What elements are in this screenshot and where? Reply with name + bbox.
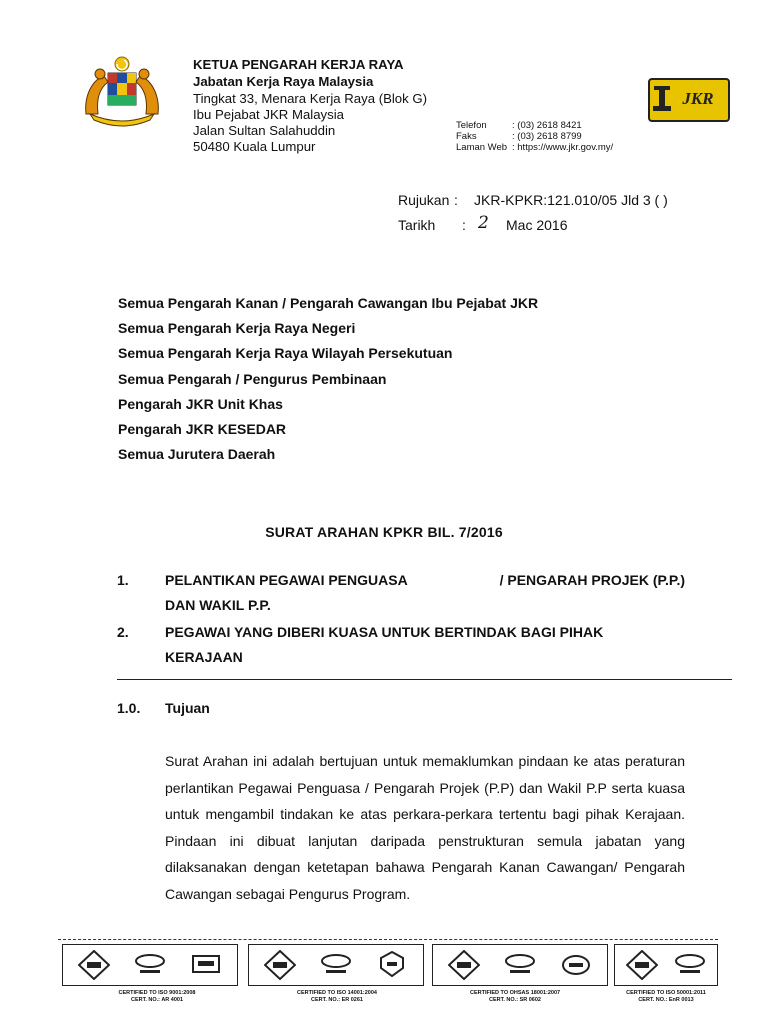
- subject-number: 2.: [117, 624, 129, 640]
- subject-1-line1b: / PENGARAH PROJEK (P.P.): [499, 572, 685, 588]
- tarikh-value: Mac 2016: [506, 217, 568, 233]
- sirim-icon: [320, 950, 352, 980]
- cert-caption: CERTIFIED TO ISO 14001:2004 CERT. NO.: ER 0261: [297, 990, 377, 1003]
- tarikh-label: Tarikh: [398, 217, 436, 233]
- cert-caption: CERTIFIED TO ISO 50001:2011 CERT. NO.: EnR 0013: [626, 990, 706, 1003]
- letter-title: SURAT ARAHAN KPKR BIL. 7/2016: [265, 524, 503, 540]
- cert-caption: CERTIFIED TO ISO 9001:2008 CERT. NO.: AR 4001: [118, 990, 196, 1003]
- rujukan-value: JKR-KPKR:121.010/05 Jld 3 ( ): [474, 192, 668, 208]
- subject-1-line2: DAN WAKIL P.P.: [165, 597, 271, 613]
- section-title: Tujuan: [165, 700, 210, 716]
- sirim-icon: [134, 950, 166, 980]
- rujukan-row: Rujukan : JKR-KPKR:121.010/05 Jld 3 ( ): [398, 192, 668, 208]
- recipient-item: Pengarah JKR Unit Khas: [118, 395, 283, 412]
- recipient-item: Semua Jurutera Daerah: [118, 446, 276, 463]
- subject-2-line1: PEGAWAI YANG DIBERI KUASA UNTUK BERTINDAK BAGI PIHAK: [165, 624, 604, 640]
- rujukan-label: Rujukan: [398, 192, 450, 208]
- cert-badge-group: [248, 944, 424, 986]
- ukas-icon: [376, 950, 408, 980]
- ohsas-system-icon: [448, 950, 480, 980]
- website-link[interactable]: : https://www.jkr.gov.my/: [512, 142, 614, 153]
- letterhead-title: KETUA PENGARAH KERJA RAYA: [193, 57, 404, 72]
- section-number: 1.0.: [117, 700, 141, 716]
- contact-telefon: Telefon : (03) 2618 8421: [456, 120, 582, 131]
- cert-badge-group: [614, 944, 718, 986]
- letterhead-address-line: Ibu Pejabat JKR Malaysia: [193, 107, 344, 122]
- environmental-system-icon: [264, 950, 296, 980]
- contact-faks: Faks : (03) 2618 8799: [456, 131, 582, 142]
- recipient-item: Pengarah JKR KESEDAR: [118, 421, 287, 438]
- malaysia-coat-of-arms-icon: [80, 52, 164, 128]
- letterhead-address-line: Jalan Sultan Salahuddin: [193, 123, 336, 138]
- energy-management-icon: [626, 950, 658, 980]
- body-paragraph: Surat Arahan ini adalah bertujuan untuk memaklumkan pindaan ke atas peraturan perlantikan Pegawai Penguasa / Pengarah Projek (P.P) dan Wakil P.P serta kuasa untuk mengambil tindakan ke atas perkara-perkara tertentu bagi pihak Kerajaan. Pindaan ini dibuat lanjutan daripada penstrukturan semula jabatan yang dilaksanakan dengan ketetapan bahawa Pengarah Kanan Cawangan/ Pengarah Cawangan sebagai Pengurus Program.: [165, 753, 685, 902]
- cert-badge-group: [432, 944, 608, 986]
- recipients-list: [118, 291, 538, 467]
- sirim-icon: [674, 950, 706, 980]
- subject-2: [165, 620, 685, 670]
- subject-2-line2: KERAJAAN: [165, 649, 243, 665]
- divider: [117, 679, 732, 680]
- sirim-icon: [504, 950, 536, 980]
- letterhead-address-line: Tingkat 33, Menara Kerja Raya (Blok G): [193, 91, 428, 106]
- iqnet-icon: [560, 950, 592, 980]
- letterhead-address-line: 50480 Kuala Lumpur: [193, 139, 316, 154]
- jkr-logo-icon: [648, 78, 730, 122]
- subject-1-line1a: PELANTIKAN PEGAWAI PENGUASA: [165, 572, 408, 588]
- footer-divider: [58, 939, 718, 940]
- cert-badge-group: [62, 944, 238, 986]
- recipient-item: Semua Pengarah Kerja Raya Wilayah Persekutuan: [118, 345, 453, 362]
- recipient-item: Semua Pengarah Kerja Raya Negeri: [118, 320, 356, 337]
- subject-number: 1.: [117, 572, 129, 588]
- quality-system-icon: [78, 950, 110, 980]
- tarikh-row: Tarikh : 2 Mac 2016: [398, 213, 568, 233]
- subject-1: [165, 568, 685, 618]
- jkr-logo-text: JKR: [682, 89, 714, 108]
- contact-laman-web: Laman Web : https://www.jkr.gov.my/: [456, 142, 614, 153]
- cert-caption: CERTIFIED TO OHSAS 18001:2007 CERT. NO.: SR 0602: [470, 990, 561, 1003]
- tarikh-day-handwritten: 2: [478, 213, 489, 233]
- recipient-item: Semua Pengarah / Pengurus Pembinaan: [118, 370, 387, 387]
- letterhead-department: Jabatan Kerja Raya Malaysia: [193, 74, 374, 89]
- iqnet-icon: [190, 950, 222, 980]
- recipient-item: Semua Pengarah Kanan / Pengarah Cawangan Ibu Pejabat JKR: [118, 295, 539, 311]
